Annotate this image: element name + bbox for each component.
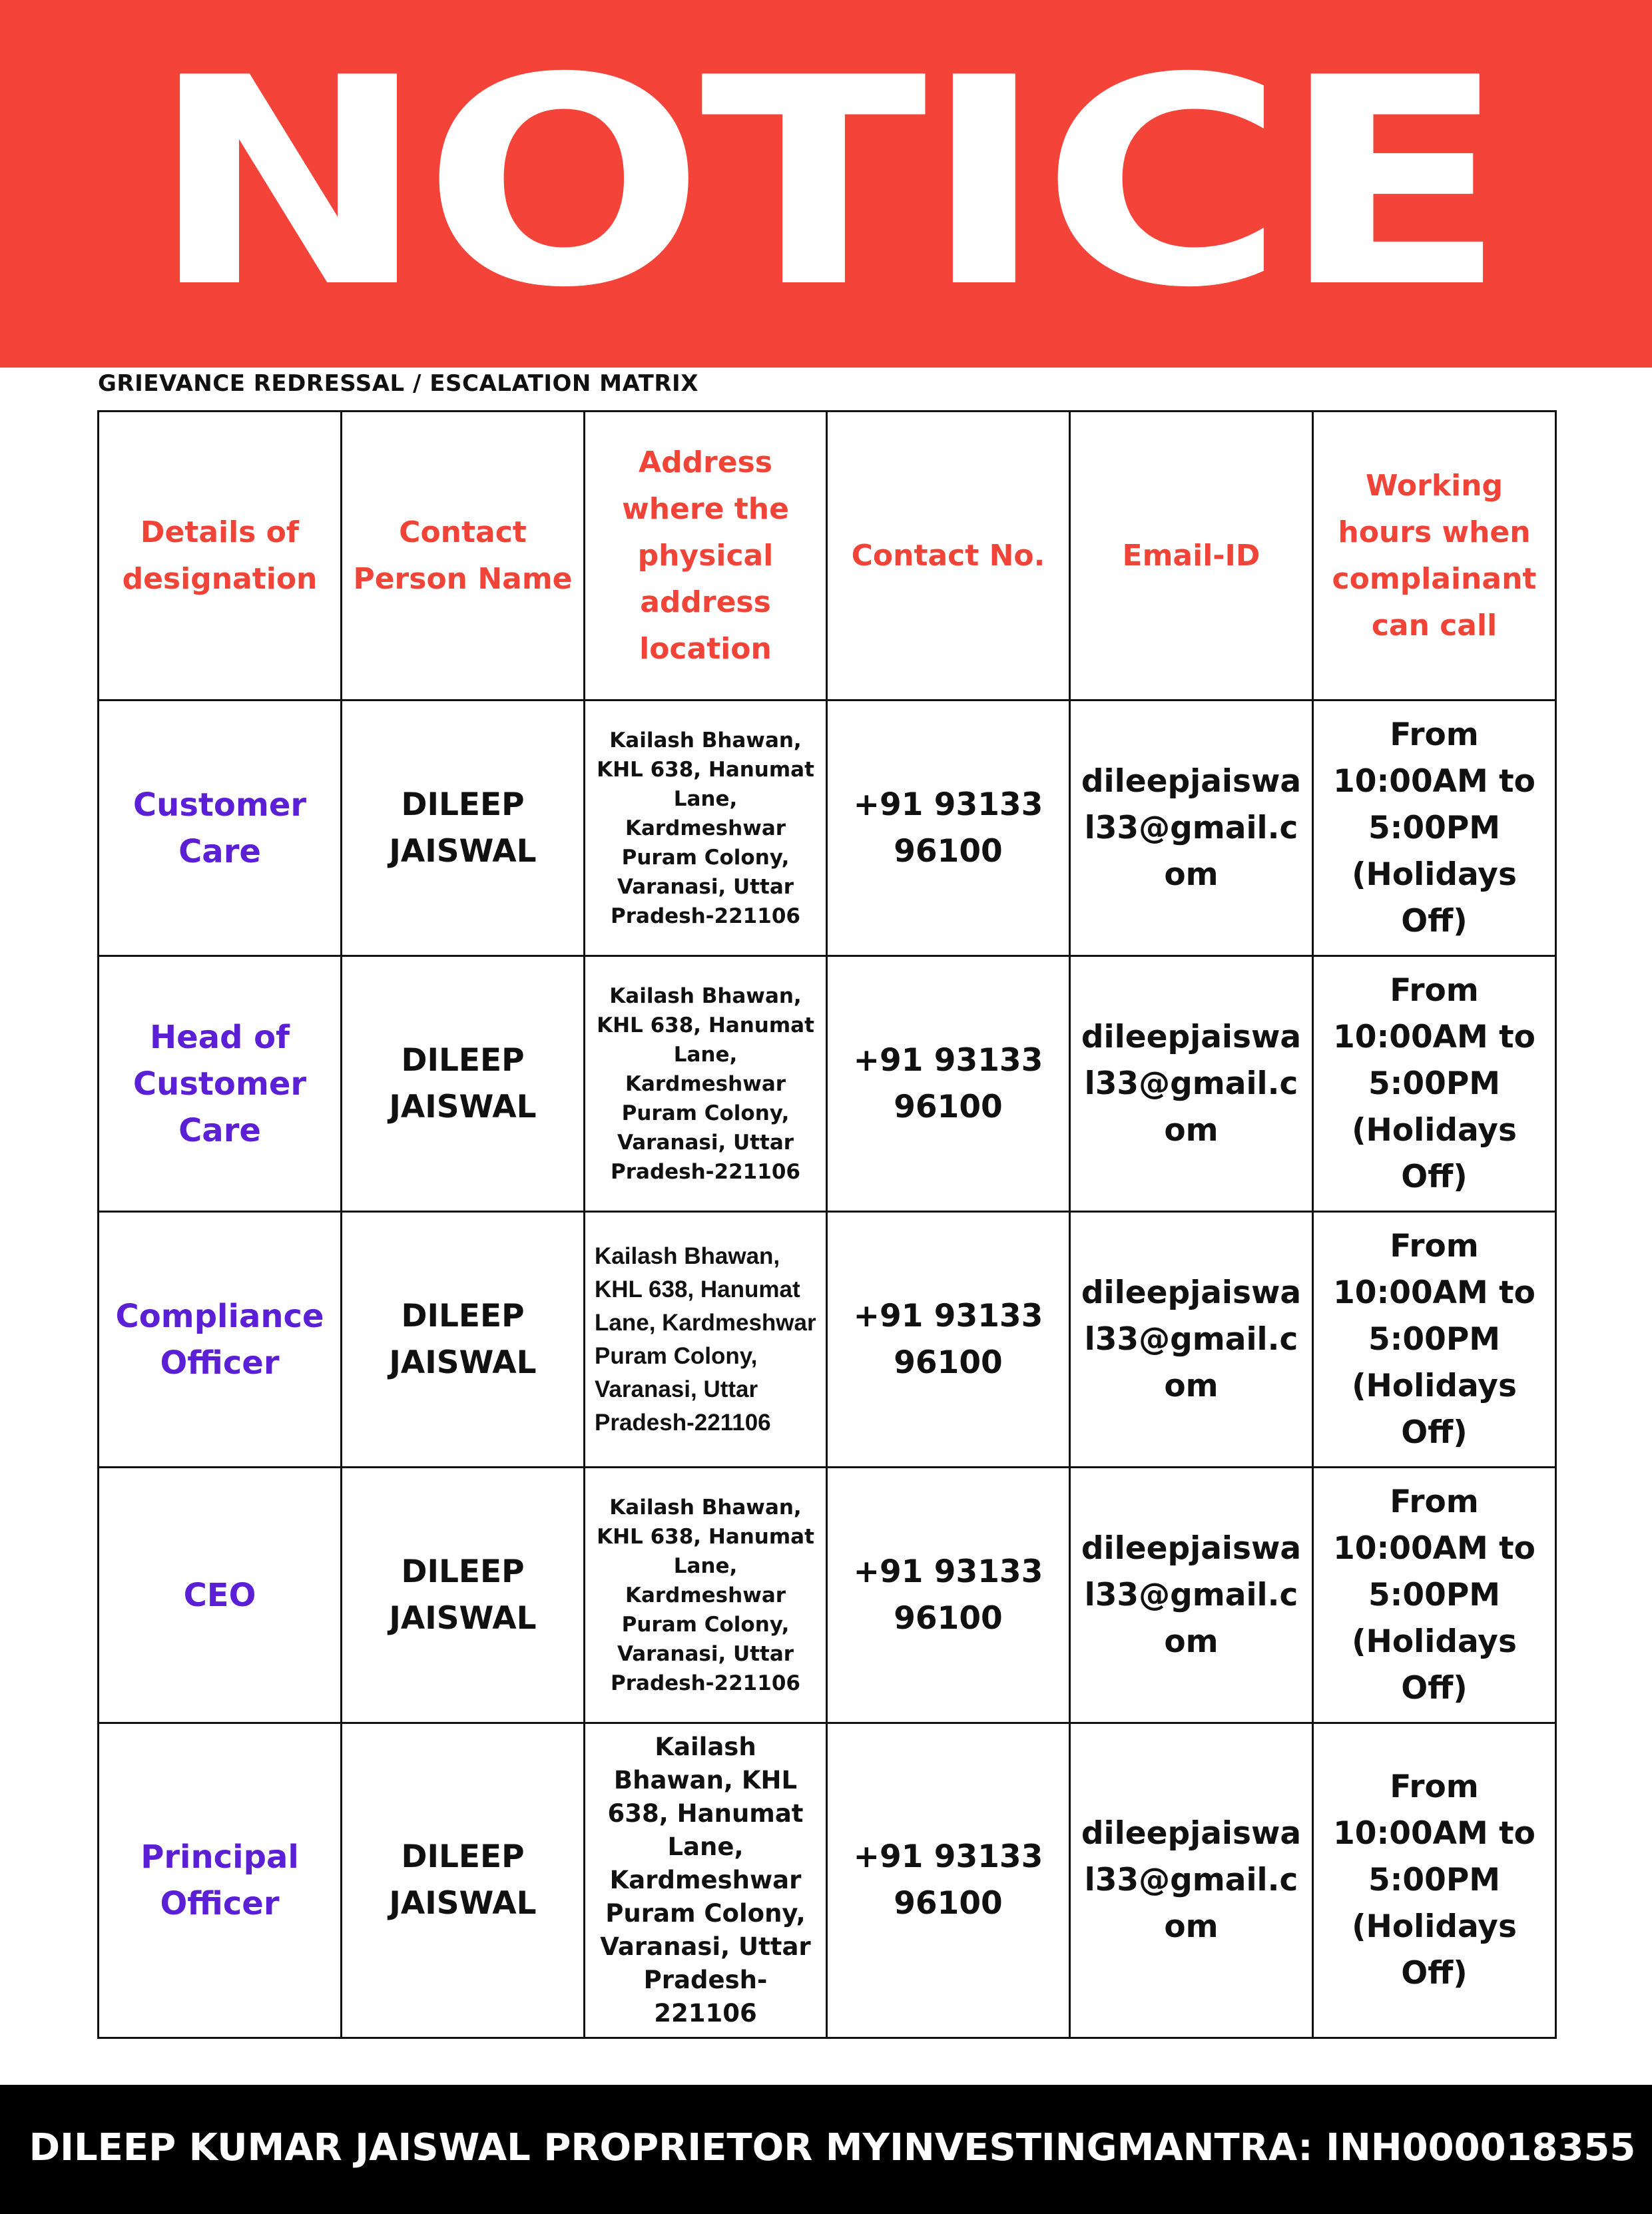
working-hours-cell: From 10:00AM to 5:00PM (Holidays Off) xyxy=(1313,1723,1556,2038)
table-row xyxy=(99,1468,1556,1723)
table-header-row xyxy=(99,412,1556,700)
working-hours-cell: From 10:00AM to 5:00PM (Holidays Off) xyxy=(1313,700,1556,956)
address-cell: Kailash Bhawan, KHL 638, Hanumat Lane, Kardmeshwar Puram Colony, Varanasi, Uttar Pradesh-221106 xyxy=(585,700,827,956)
contact-person-cell: DILEEP JAISWAL xyxy=(342,1212,585,1468)
phone-cell: +91 93133 96100 xyxy=(827,956,1070,1212)
address-cell: Kailash Bhawan, KHL 638, Hanumat Lane, Kardmeshwar Puram Colony, Varanasi, Uttar Pradesh-221106 xyxy=(585,1468,827,1723)
matrix-subtitle: GRIEVANCE REDRESSAL / ESCALATION MATRIX xyxy=(98,370,698,397)
table-row xyxy=(99,1212,1556,1468)
address-cell: Kailash Bhawan, KHL 638, Hanumat Lane, Kardmeshwar Puram Colony, Varanasi, Uttar Pradesh-221106 xyxy=(585,956,827,1212)
designation-cell: Compliance Officer xyxy=(99,1212,342,1468)
contact-person-cell: DILEEP JAISWAL xyxy=(342,700,585,956)
contact-person-cell: DILEEP JAISWAL xyxy=(342,956,585,1212)
designation-cell: CEO xyxy=(99,1468,342,1723)
escalation-matrix-table xyxy=(97,410,1557,2039)
notice-banner xyxy=(0,0,1652,368)
working-hours-cell: From 10:00AM to 5:00PM (Holidays Off) xyxy=(1313,956,1556,1212)
header-designation: Details of designation xyxy=(99,412,342,700)
contact-person-cell: DILEEP JAISWAL xyxy=(342,1723,585,2038)
email-cell: dileepjaiswal33@gmail.com xyxy=(1070,1468,1313,1723)
address-cell: Kailash Bhawan, KHL 638, Hanumat Lane, Kardmeshwar Puram Colony, Varanasi, Uttar Pradesh-221106 xyxy=(585,1212,827,1468)
footer-bar xyxy=(0,2085,1652,2214)
footer-text: DILEEP KUMAR JAISWAL PROPRIETOR MYINVESTINGMANTRA: INH000018355 xyxy=(29,2126,1636,2169)
email-cell: dileepjaiswal33@gmail.com xyxy=(1070,1723,1313,2038)
table-row xyxy=(99,1723,1556,2038)
working-hours-cell: From 10:00AM to 5:00PM (Holidays Off) xyxy=(1313,1212,1556,1468)
email-cell: dileepjaiswal33@gmail.com xyxy=(1070,700,1313,956)
table-row xyxy=(99,700,1556,956)
designation-cell: Principal Officer xyxy=(99,1723,342,2038)
contact-person-cell: DILEEP JAISWAL xyxy=(342,1468,585,1723)
phone-cell: +91 93133 96100 xyxy=(827,700,1070,956)
designation-cell: Customer Care xyxy=(99,700,342,956)
phone-cell: +91 93133 96100 xyxy=(827,1468,1070,1723)
header-address: Address where the physical address location xyxy=(585,412,827,700)
address-cell: Kailash Bhawan, KHL 638, Hanumat Lane, Kardmeshwar Puram Colony, Varanasi, Uttar Pradesh-221106 xyxy=(585,1723,827,2038)
header-contact-no: Contact No. xyxy=(827,412,1070,700)
designation-cell: Head of Customer Care xyxy=(99,956,342,1212)
notice-title: NOTICE xyxy=(149,17,1503,350)
header-contact-person: Contact Person Name xyxy=(342,412,585,700)
header-email: Email-ID xyxy=(1070,412,1313,700)
header-working-hours: Working hours when complainant can call xyxy=(1313,412,1556,700)
email-cell: dileepjaiswal33@gmail.com xyxy=(1070,956,1313,1212)
phone-cell: +91 93133 96100 xyxy=(827,1723,1070,2038)
email-cell: dileepjaiswal33@gmail.com xyxy=(1070,1212,1313,1468)
phone-cell: +91 93133 96100 xyxy=(827,1212,1070,1468)
working-hours-cell: From 10:00AM to 5:00PM (Holidays Off) xyxy=(1313,1468,1556,1723)
table-row xyxy=(99,956,1556,1212)
